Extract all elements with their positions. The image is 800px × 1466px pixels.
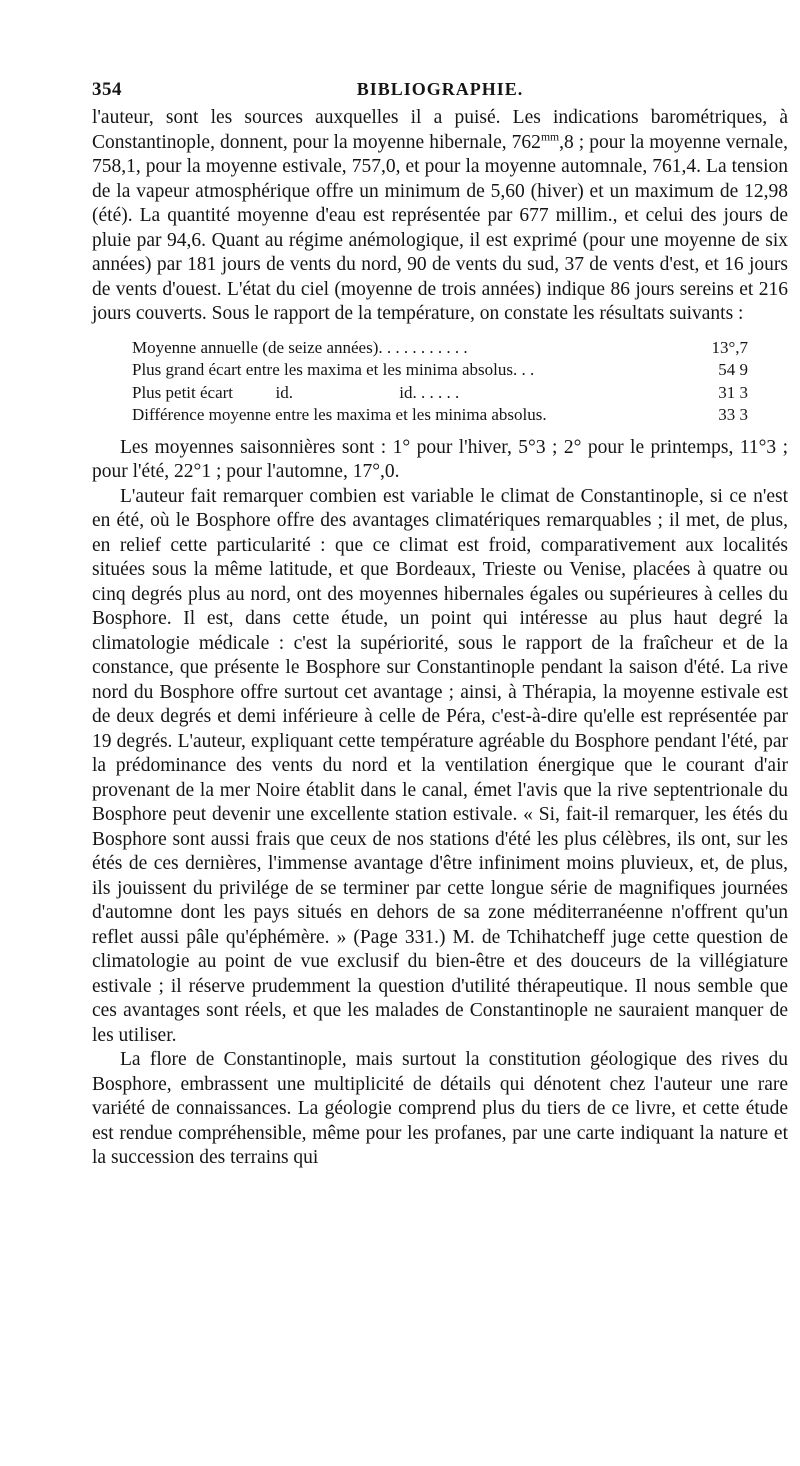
table-row bbox=[132, 337, 748, 360]
table-row-label: Moyenne annuelle (de seize années). . . . . . . . . . . bbox=[132, 337, 468, 357]
paragraph-bosphorus-climate: L'auteur fait remarquer combien est variable le climat de Constantinople, si ce n'est en été, où le Bosphore offre des avantages climatériques remarquables ; il met, de plus, en relief cette particularité : que ce climat est froid, comparativement aux localités situées sous la même latitude, et que Bordeaux, Trieste ou Venise, placées à quatre ou cinq degrés plus au nord, ont des moyennes hibernales égales ou supérieures à celles du Bosphore. Il est, dans cette étude, un point qui intéresse au plus haut degré la climatologie médicale : c'est la supériorité, sous le rapport de la fraîcheur et de la constance, que présente le Bosphore sur Constantinople pendant la saison d'été. La rive nord du Bosphore offre surtout cet avantage ; ainsi, à Thérapia, la moyenne estivale est de deux degrés et demi inférieure à celle de Péra, c'est-à-dire qu'elle est représentée par 19 degrés. L'auteur, expliquant cette température agréable du Bosphore pendant l'été, par la prédominance des vents du nord et la ventilation énergique que le courant d'air provenant de la mer Noire établit dans le canal, émet l'avis que la rive septentrionale du Bosphore peut devenir une excellente station estivale. « Si, fait-il remarquer, les étés du Bosphore sont aussi frais que ceux de nos stations d'été les plus célèbres, ils ont, sur les étés de ces dernières, l'immense avantage d'être infiniment moins pluvieux, et, de plus, ils jouissent du privilége de se terminer par cette longue série de magnifiques journées d'automne dont les pays situés en dehors de sa zone méditerranéenne n'offrent qu'un reflet aussi pâle qu'éphémère. » (Page 331.) M. de Tchihatcheff juge cette question de climatologie au point de vue exclusif du bien-être et des douceurs de la villégiature estivale ; il réserve prudemment la question d'utilité thérapeutique. Il nous semble que ces avantages sont réels, et que les malades de Constantinople ne sauraient manquer de les utiliser. bbox=[92, 485, 788, 1046]
body-text bbox=[92, 106, 788, 1171]
paragraph-seasonal-means: Les moyennes saisonnières sont : 1° pour l'hiver, 5°3 ; 2° pour le printemps, 11°3 ; pour l'été, 22°1 ; pour l'automne, 17°,0. bbox=[92, 436, 788, 482]
paragraph-barometric bbox=[92, 106, 788, 327]
table-row-value: 31 3 bbox=[718, 382, 748, 402]
table-row-label: Plus grand écart entre les maxima et les minima absolus. . . bbox=[132, 360, 535, 379]
table-row-label: Différence moyenne entre les maxima et les minima absolus. bbox=[132, 405, 547, 424]
table-row-value: 13°,7 bbox=[711, 337, 748, 357]
unit-superscript: mm bbox=[540, 130, 560, 143]
table-row bbox=[132, 404, 748, 427]
table-row bbox=[132, 359, 748, 382]
table-row bbox=[132, 382, 748, 405]
paragraph-flora-geology: La flore de Constantinople, mais surtout la constitution géologique des rives du Bosphore, embrassent une multiplicité de détails qui dénotent chez l'auteur une rare variété de connaissances. La géologie comprend plus du tiers de ce livre, et cette étude est rendue compréhensible, même pour les profanes, par une carte indiquant la nature et la succession des terrains qui bbox=[92, 1049, 788, 1168]
paragraph-barometric-text-b: ,8 ; pour la moyenne vernale, 758,1, pour la moyenne estivale, 757,0, et pour la moyenne automnale, 761,4. La tension de la vapeur atmosphérique offre un minimum de 5,60 (hiver) et un maximum de 12,98 (été). La quantité moyenne d'eau est représentée par 677 millim., et celui des jours de pluie par 94,6. Quant au régime anémologique, il est exprimé (pour une moyenne de six années) par 181 jours de vents du nord, 90 de vents du sud, 37 de vents d'est, et 16 jours de vents d'ouest. L'état du ciel (moyenne de trois années) indique 86 jours sereins et 216 jours couverts. Sous le rapport de la température, on constate les résultats suivants : bbox=[92, 131, 788, 324]
temperature-table bbox=[132, 337, 748, 427]
table-row-value: 54 9 bbox=[718, 360, 748, 379]
table-row-label: Plus petit écart id. id. . . . . . bbox=[132, 382, 460, 402]
running-head: BIBLIOGRAPHIE. bbox=[356, 79, 524, 99]
paragraph-barometric-text-a: l'auteur, sont les sources auxquelles il a puisé. Les indications barométriques, à Constantinople, donnent, pour la moyenne hibernale, 762 bbox=[92, 107, 788, 153]
table-row-value: 33 3 bbox=[718, 405, 748, 424]
page-number: 354 bbox=[92, 79, 122, 100]
page-header bbox=[92, 79, 788, 105]
